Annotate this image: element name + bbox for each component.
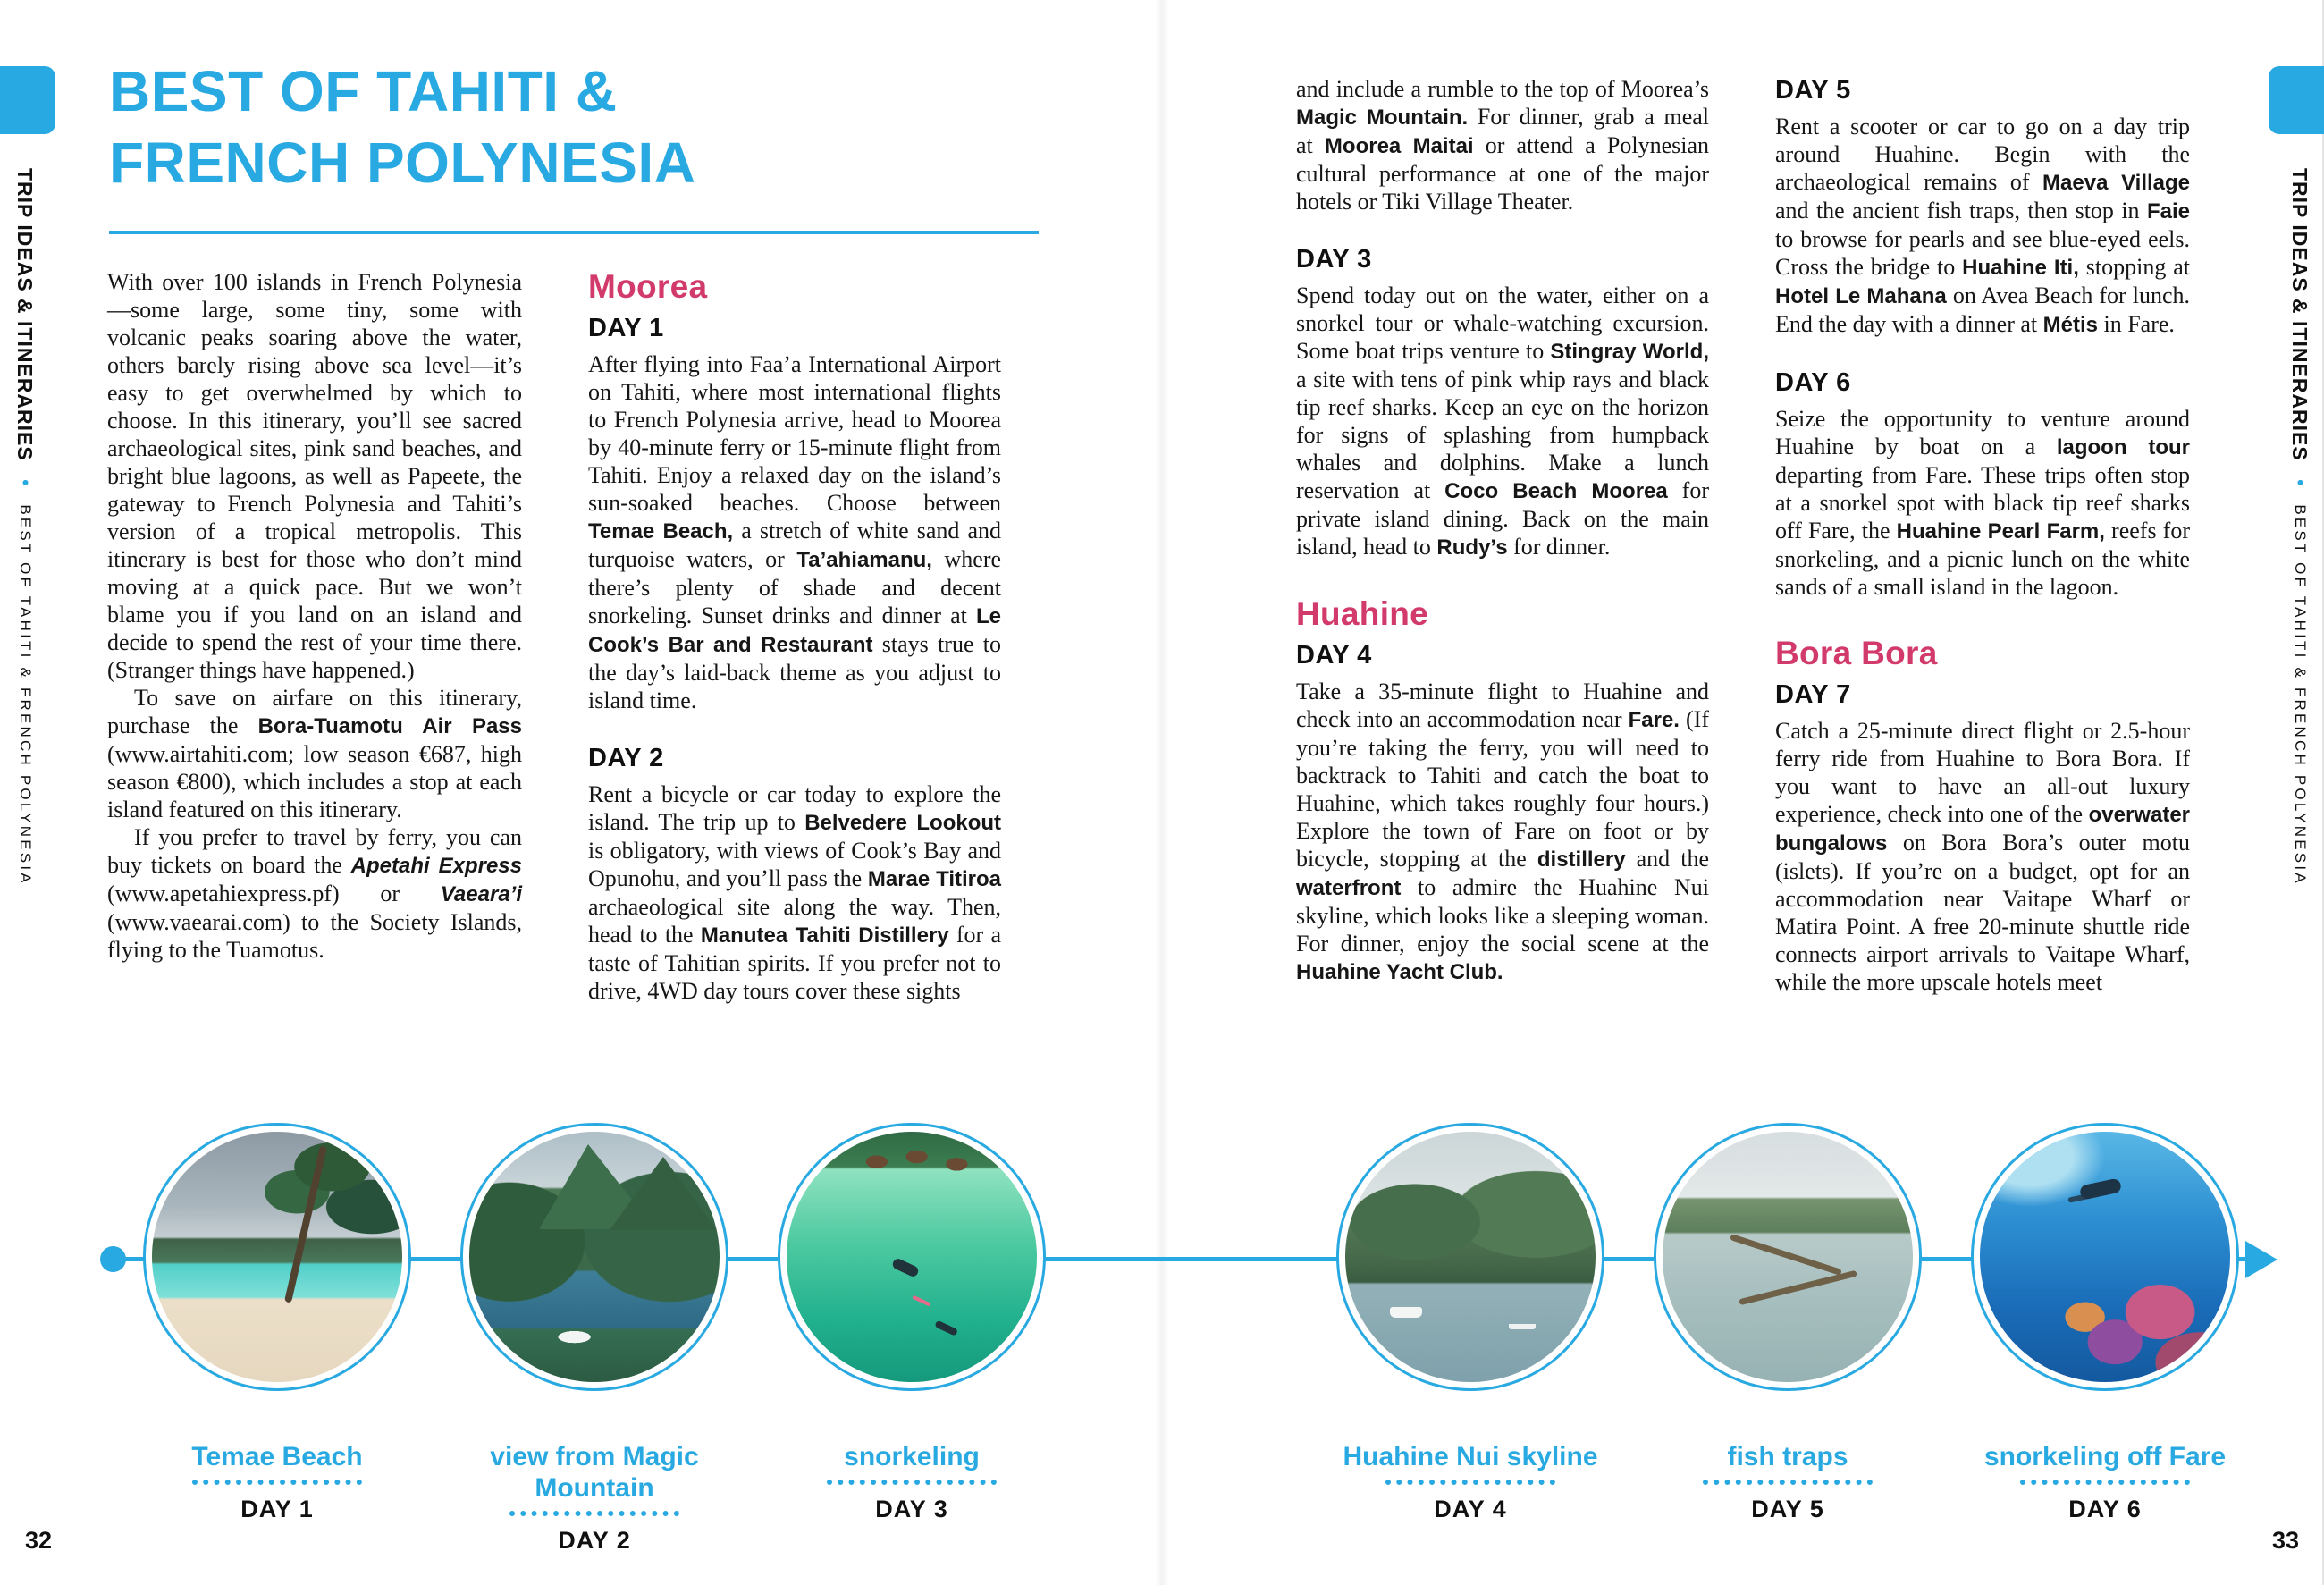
temae-beach-photo	[152, 1132, 402, 1382]
body-paragraph	[1296, 75, 1709, 215]
body-text: For dinner, grab a meal at	[1296, 104, 1709, 158]
timeline-photo-ring	[778, 1123, 1046, 1391]
body-text: (If you’re taking the ferry, you will need to backtrack to Tahiti and catch the boat to Huahine, which takes roughly four hours.) Explore the town of Fare on foot or by bicycle, stopping at the	[1296, 706, 1709, 872]
body-text: a stretch of white sand and turquoise waters, or	[588, 518, 1002, 572]
timeline-caption-label: fish traps	[1727, 1442, 1848, 1471]
dotted-rule	[509, 1511, 679, 1516]
body-text: departing from Fare. These trips often stop at a snorkel spot with black tip reef sharks off Fare, the	[1775, 462, 2190, 544]
day-heading: DAY 1	[588, 314, 664, 342]
highlighted-place-name: Temae Beach,	[588, 519, 734, 544]
body-text: (www.apetahiexpress.pf) or	[107, 881, 441, 906]
dotted-rule	[1703, 1480, 1873, 1485]
page-number-right: 33	[2271, 1527, 2299, 1554]
timeline-start-dot-icon	[100, 1246, 126, 1272]
highlighted-place-name: Manutea Tahiti Distillery	[700, 923, 949, 948]
body-text: stopping at	[2078, 254, 2190, 280]
body-text: on Bora Bora’s outer motu (islets). If you’re on a budget, opt for an accommodation near Vaitape Wharf or Matira Point. A free 20-minute shuttle ride connects airport arrivals to Vaitape Wharf, while the more upscale hotels meet	[1775, 830, 2190, 995]
island-heading: Bora Bora	[1775, 635, 1938, 671]
sidebar-vertical-text-left	[13, 168, 37, 886]
body-paragraph	[588, 780, 1001, 1005]
highlighted-place-name: Huahine Iti,	[1962, 256, 2079, 280]
highlighted-place-name: Huahine Yacht Club.	[1296, 960, 1503, 984]
body-text: To save on airfare on this itinerary, purchase the	[107, 685, 522, 738]
highlighted-place-name: Bora-Tuamotu Air Pass	[257, 714, 522, 738]
body-text: After flying into Faa’a International Airport on Tahiti, where most international flights to French Polynesia arrive, head to Moorea by 40-minute ferry or 15-minute flight from Tahiti. Enjoy a relaxed day on the island’s sun-soaked beaches. Choose between	[588, 351, 1001, 516]
page-number-left: 32	[25, 1527, 53, 1554]
body-text: Seize the opportunity to venture around Huahine by boat on a	[1775, 406, 2190, 459]
day-heading: DAY 4	[1296, 641, 1372, 670]
highlighted-place-name: lagoon tour	[2056, 435, 2190, 459]
section-tab-left	[0, 66, 55, 134]
body-paragraph	[588, 350, 1001, 714]
sidebar-section-label: TRIP IDEAS & ITINERARIES	[2288, 168, 2311, 461]
body-text: or attend a Polynesian cultural performance at one of the major hotels or Tiki Village Theater.	[1296, 132, 1710, 215]
page-title-line1: BEST OF TAHITI &	[109, 59, 618, 123]
highlighted-place-name: Maeva Village	[2042, 171, 2191, 195]
highlighted-place-name: Métis	[2042, 313, 2098, 337]
highlighted-place-name: Hotel Le Mahana	[1775, 284, 1947, 308]
highlighted-place-name: Rudy’s	[1436, 535, 1508, 560]
highlighted-place-name: Marae Titiroa	[867, 867, 1001, 891]
day-heading: DAY 3	[1296, 245, 1372, 274]
highlighted-place-name: distillery	[1537, 847, 1626, 872]
sidebar-chapter-label: BEST OF TAHITI & FRENCH POLYNESIA	[17, 504, 34, 886]
body-text: in Fare.	[2098, 311, 2175, 337]
fish-traps-photo	[1663, 1132, 1913, 1382]
body-text: Spend today out on the water, either on a snorkel tour or whale-watching excursion. Some boat trips venture to	[1296, 282, 1709, 364]
timeline-caption	[434, 1441, 755, 1555]
timeline-caption-label: Huahine Nui skyline	[1343, 1442, 1598, 1471]
timeline-day-label: DAY 2	[558, 1527, 631, 1554]
body-paragraph	[107, 684, 522, 823]
timeline-caption	[1309, 1441, 1631, 1523]
body-paragraph	[1775, 717, 2190, 996]
body-text: (www.vaearai.com) to the Society Islands, flying to the Tuamotus.	[107, 909, 522, 963]
timeline-photo-ring	[1336, 1123, 1604, 1391]
body-text: to admire the Huahine Nui skyline, which looks like a sleeping woman. For dinner, enjoy the social scene at the	[1296, 874, 1709, 957]
timeline-caption-label: Temae Beach	[191, 1442, 363, 1471]
highlighted-place-name: Coco Beach Moorea	[1444, 479, 1668, 503]
body-text: stays true to the day’s laid-back theme as you adjust to island time.	[588, 631, 1001, 713]
body-paragraph	[1296, 282, 1709, 561]
body-text: Catch a 25-minute direct flight or 2.5-hour ferry ride from Huahine to Bora Bora. If you want to have an all-out luxury experience, check into one of the	[1775, 718, 2190, 827]
body-text: Rent a bicycle or car today to explore the island. The trip up to	[588, 781, 1001, 835]
body-text: to browse for pearls and see blue-eyed eels. Cross the bridge to	[1775, 226, 2190, 280]
text-column-4	[1775, 75, 2190, 996]
snorkeling-photo	[787, 1132, 1037, 1382]
body-text: a site with tens of pink whip rays and black tip reef sharks. Keep an eye on the horizon for signs of splashing from humpback whales and dolphins. Make a lunch reservation at	[1296, 367, 1709, 503]
body-text: (www.airtahiti.com; low season €687, high season €800), which includes a stop at each island featured on this itinerary.	[107, 741, 522, 822]
title-rule	[109, 231, 1039, 234]
highlighted-place-name: Belvedere Lookout	[804, 811, 1002, 835]
dotted-rule	[827, 1480, 997, 1485]
sidebar-section-label: TRIP IDEAS & ITINERARIES	[13, 168, 37, 461]
timeline-caption	[1944, 1441, 2266, 1523]
timeline-day-label: DAY 4	[1434, 1496, 1507, 1522]
dotted-rule	[1385, 1480, 1555, 1485]
body-paragraph	[107, 268, 522, 684]
highlighted-place-name: Moorea Maitai	[1324, 134, 1474, 158]
highlighted-place-name: Fare.	[1628, 708, 1680, 732]
timeline-caption	[116, 1441, 438, 1523]
timeline-day-label: DAY 6	[2068, 1496, 2142, 1522]
bullet-icon: •	[2289, 479, 2311, 486]
highlighted-place-name: Magic Mountain.	[1296, 105, 1469, 130]
highlighted-place-name: Ta’ahiamanu,	[796, 548, 932, 572]
body-text: With over 100 islands in French Polynesia—some large, some tiny, some with volcanic peaks soaring above the water, others barely rising above sea level—it’s easy to get overwhelmed by which to choose. In this itinerary, you’ll see sacred archaeological sites, pink sand beaches, and bright blue lagoons, as well as Papeete, the gateway to French Polynesia and Tahiti’s version of a tropical metropolis. This itinerary is best for those who don’t mind moving at a quick pace. But we won’t blame you if you land on an island and decide to spend the rest of your time there. (Stranger things have happened.)	[107, 269, 522, 683]
timeline-caption	[751, 1441, 1073, 1523]
highlighted-place-name: Vaeara’i	[440, 882, 522, 906]
text-column-3	[1296, 75, 1709, 986]
dotted-rule	[2020, 1480, 2190, 1485]
timeline-caption-label: snorkeling off Fare	[1983, 1442, 2227, 1471]
highlighted-place-name: overwater bungalows	[1775, 803, 2190, 856]
magic-mountain-photo	[469, 1132, 720, 1382]
body-text: Rent a scooter or car to go on a day trip around Huahine. Begin with the archaeological remains of	[1775, 114, 2190, 195]
day-heading: DAY 5	[1775, 76, 1851, 105]
body-text: for a taste of Tahitian spirits. If you prefer not to drive, 4WD day tours cover these sights	[588, 922, 1002, 1004]
body-text: If you prefer to travel by ferry, you can buy tickets on board the	[107, 824, 522, 878]
timeline-caption	[1627, 1441, 1949, 1523]
body-text: and the	[1625, 846, 1709, 872]
highlighted-place-name: waterfront	[1296, 876, 1402, 900]
timeline-day-label: DAY 5	[1751, 1496, 1824, 1522]
timeline-photo-ring	[1971, 1123, 2239, 1391]
body-paragraph	[1775, 405, 2190, 601]
body-text: for dinner.	[1507, 534, 1611, 560]
highlighted-place-name: Huahine Pearl Farm,	[1896, 519, 2105, 544]
day-heading: DAY 6	[1775, 368, 1851, 397]
body-text: and include a rumble to the top of Moorea’s	[1296, 76, 1709, 102]
timeline-photo-ring	[1654, 1123, 1922, 1391]
highlighted-place-name: Le Cook’s Bar and Restaurant	[588, 604, 1001, 657]
body-text: archaeological site along the way. Then, head to the	[588, 894, 1001, 948]
highlighted-place-name: Faie	[2146, 199, 2190, 223]
timeline-day-label: DAY 1	[240, 1496, 314, 1522]
body-paragraph	[1775, 113, 2190, 339]
sidebar-chapter-label: BEST OF TAHITI & FRENCH POLYNESIA	[2292, 504, 2309, 886]
day-heading: DAY 2	[588, 744, 664, 772]
dotted-rule	[192, 1480, 362, 1485]
body-paragraph	[107, 823, 522, 964]
day-heading: DAY 7	[1775, 680, 1851, 709]
sidebar-vertical-text-right	[2287, 168, 2311, 886]
timeline-day-label: DAY 3	[875, 1496, 948, 1522]
body-text: where there’s plenty of shade and decent snorkeling. Sunset drinks and dinner at	[588, 546, 1002, 628]
body-text: is obligatory, with views of Cook’s Bay and Opunohu, and you’ll pass the	[588, 838, 1001, 891]
page-gutter	[1156, 0, 1168, 1585]
section-tab-right	[2269, 66, 2324, 134]
timeline-photo-ring	[460, 1123, 728, 1391]
huahine-nui-skyline-photo	[1345, 1132, 1596, 1382]
island-heading: Huahine	[1296, 595, 1429, 632]
body-text: Take a 35-minute flight to Huahine and check into an accommodation near	[1296, 679, 1709, 732]
bullet-icon: •	[14, 479, 37, 486]
body-text: reefs for snorkeling, and a picnic lunch on the white sands of a small island in the lagoon.	[1775, 518, 2190, 600]
page-title	[109, 55, 695, 198]
timeline-caption-label: view from Magic Mountain	[490, 1442, 699, 1503]
snorkeling-off-fare-photo	[1980, 1132, 2230, 1382]
timeline-photo-ring	[143, 1123, 411, 1391]
highlighted-place-name: Apetahi Express	[350, 854, 522, 878]
body-paragraph	[1296, 678, 1709, 986]
page-title-line2: FRENCH POLYNESIA	[109, 131, 696, 195]
timeline-caption-label: snorkeling	[844, 1442, 980, 1471]
body-text: and the ancient fish traps, then stop in	[1775, 198, 2147, 223]
timeline-line	[116, 1257, 2254, 1261]
text-column-1	[107, 268, 522, 964]
text-column-2	[588, 268, 1001, 1005]
highlighted-place-name: Stingray World,	[1550, 340, 1709, 364]
body-text: on Avea Beach for lunch. End the day with a dinner at	[1775, 282, 2190, 337]
timeline-arrow-icon	[2245, 1241, 2278, 1278]
island-heading: Moorea	[588, 268, 708, 305]
body-text: for private island dining. Back on the main island, head to	[1296, 477, 1709, 560]
